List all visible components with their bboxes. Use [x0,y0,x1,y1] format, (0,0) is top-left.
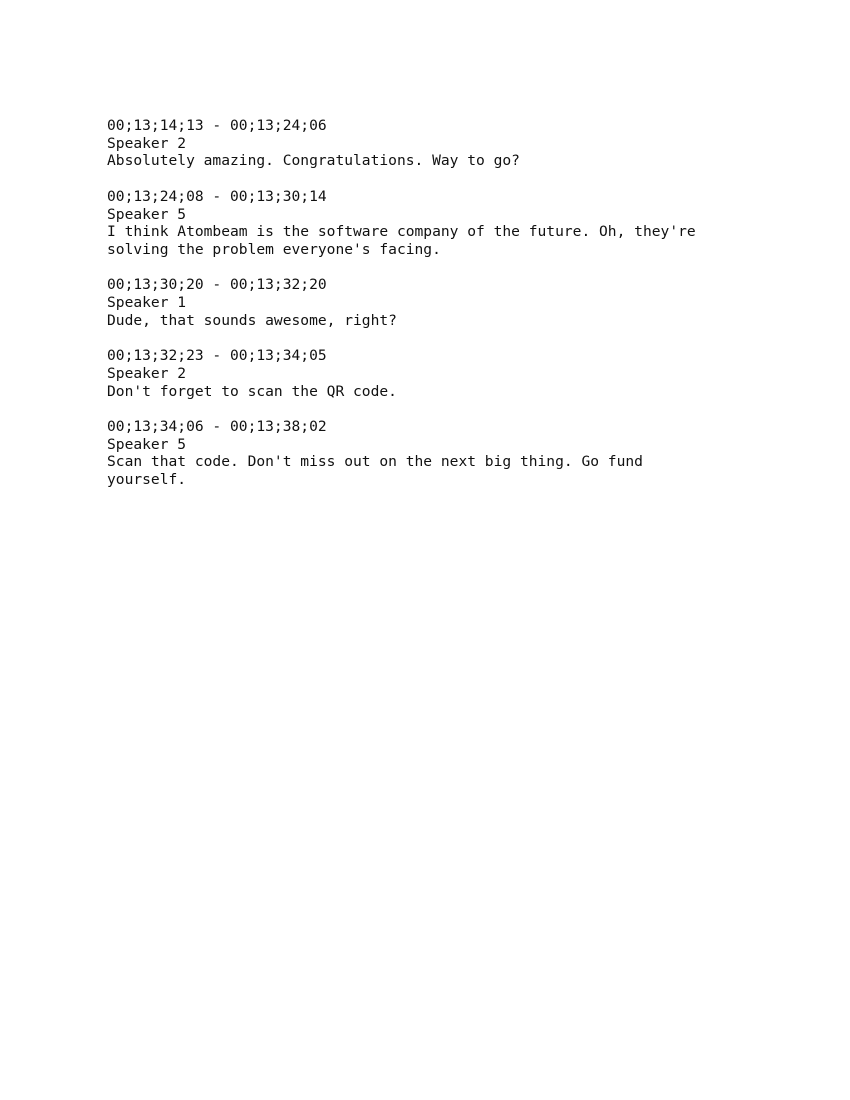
transcript-segment [107,347,807,400]
transcript-segment [107,418,807,489]
segment-speaker: Speaker 1 [107,294,187,311]
segment-timecode: 00;13;24;08 - 00;13;30;14 [107,187,327,205]
segment-timecode: 00;13;32;23 - 00;13;34;05 [107,347,327,365]
segment-timecode: 00;13;14;13 - 00;13;24;06 [107,117,327,134]
transcript-segment [107,188,807,259]
segment-text: I think Atombeam is the software company of the future. Oh, they're solving the problem everyone's facing. [107,223,696,258]
segment-text: Absolutely amazing. Congratulations. Way to go? [107,152,520,170]
transcript-page [107,117,807,506]
transcript-segment [107,117,807,170]
segment-speaker: Speaker 2 [107,134,187,152]
segment-speaker: Speaker 5 [107,435,187,453]
segment-speaker: Speaker 2 [107,364,187,382]
segment-text: Scan that code. Don't miss out on the next big thing. Go fund yourself. [107,453,643,488]
segment-text: Dude, that sounds awesome, right? [107,311,397,329]
segment-speaker: Speaker 5 [107,205,187,223]
segment-timecode: 00;13;34;06 - 00;13;38;02 [107,417,327,435]
segment-timecode: 00;13;30;20 - 00;13;32;20 [107,276,327,294]
transcript-segment [107,276,807,329]
segment-text: Don't forget to scan the QR code. [107,382,397,400]
